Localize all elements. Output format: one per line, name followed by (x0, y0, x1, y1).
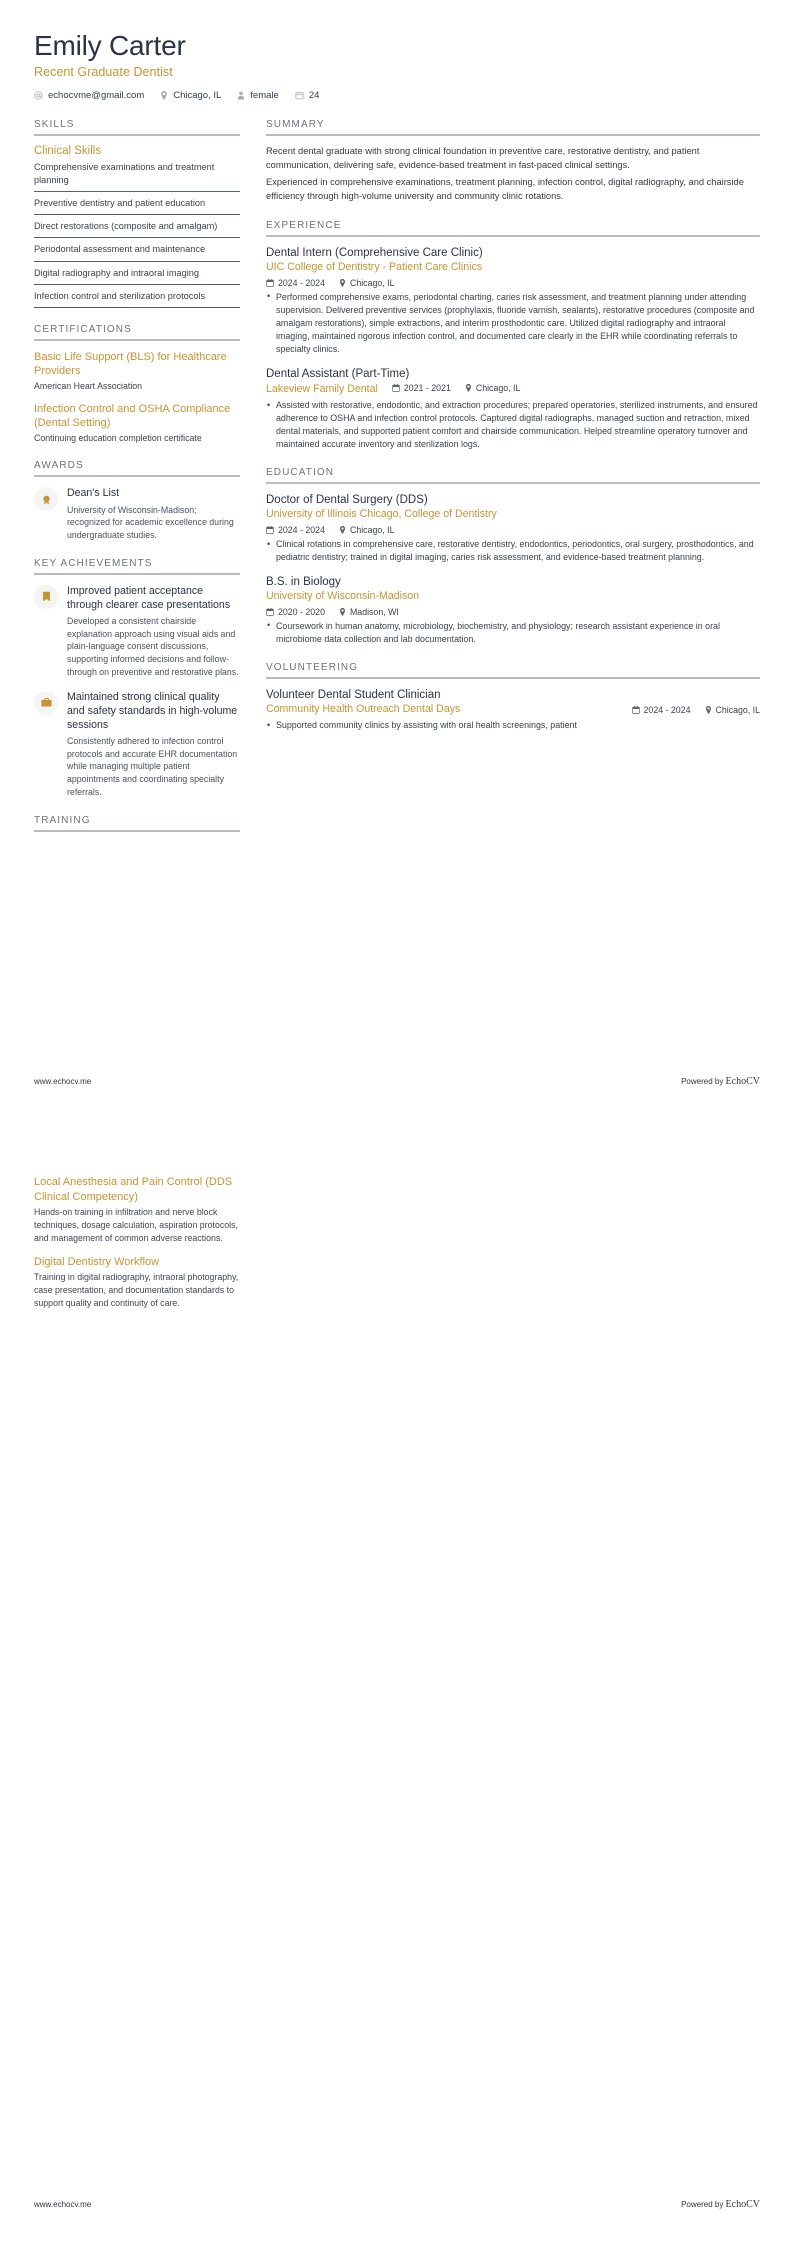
location-pin-icon (465, 384, 472, 392)
summary-paragraph: Recent dental graduate with strong clinical foundation in preventive care, restorative dentistry, and patient communication, delivering safe, evidence-based treatment in fast-paced clinical settings. (266, 146, 700, 171)
experience-organization: Lakeview Family Dental (266, 382, 378, 395)
award-title: Dean's List (67, 487, 120, 500)
experience-location-text: Chicago, IL (349, 277, 395, 288)
experience-entry (266, 367, 760, 452)
contact-gender-text: female (250, 90, 279, 102)
certification-name: Basic Life Support (BLS) for Healthcare Providers (34, 350, 227, 378)
page-footer (34, 2199, 760, 2210)
education-location (339, 525, 395, 535)
section-heading-training: TRAINING (34, 814, 91, 826)
certification-item (34, 350, 240, 393)
experience-dates (266, 278, 325, 288)
section-rule (34, 830, 240, 832)
section-heading-volunteering: VOLUNTEERING (266, 661, 359, 673)
contact-gender (237, 90, 279, 101)
volunteering-location-text: Chicago, IL (715, 704, 760, 715)
certification-org: American Heart Association (34, 380, 143, 391)
training-name: Local Anesthesia and Pain Control (DDS Clinical Competency) (34, 1176, 233, 1203)
award-desc: University of Wisconsin-Madison; recognized for academic excellence during undergraduate studies. (67, 504, 234, 541)
achievement-desc: Consistently adhered to infection control protocols and accurate EHR documentation while managing multiple patient appointments and coordinating specialty referrals. (67, 735, 238, 797)
summary-paragraph: Experienced in comprehensive examinations, treatment planning, infection control, digital radiography, and chairside efficiency through high-volume university and community clinic rotations. (266, 177, 744, 201)
calendar-icon (266, 608, 274, 616)
education-location (339, 607, 399, 617)
section-skills (34, 119, 240, 307)
experience-bullets (266, 399, 760, 451)
email-icon (34, 91, 43, 100)
bullet-item: • Clinical rotations in comprehensive care, restorative dentistry, endodontics, periodontics, oral surgery, prosthodontics, and pediatric dentistry; trained in digital imaging, caries risk assessment, and evidence-based treatment planning. (266, 538, 760, 564)
contact-age-text: 24 (308, 90, 320, 102)
skill-item: Infection control and sterilization protocols (34, 290, 240, 308)
briefcase-icon (34, 691, 58, 715)
education-dates-text: 2024 - 2024 (278, 525, 325, 536)
training-desc: Hands-on training in infiltration and nerve block techniques, dosage calculation, aspiration protocols, and management of common adverse reactions. (34, 1207, 238, 1243)
experience-role: Dental Intern (Comprehensive Care Clinic) (266, 246, 483, 259)
page-footer (34, 1076, 760, 1087)
contact-email-text: echocvme@gmail.com (48, 90, 145, 102)
volunteering-dates (632, 705, 691, 715)
section-training (34, 815, 240, 832)
certification-org: Continuing education completion certificate (34, 432, 202, 443)
skill-item: Direct restorations (composite and amalgam) (34, 220, 240, 238)
footer-brand (681, 1076, 760, 1087)
achievement-desc: Developed a consistent chairside explanation approach using visual aids and plain-language consent discussions, supporting informed decisions and follow-through on preventive and restorative plans. (67, 615, 239, 677)
bullet-item: • Assisted with restorative, endodontic, and extraction procedures; prepared operatories, sterilized instruments, and ensured adherence to OSHA and infection control protocols. Captured digital radiographs, managed suction and retraction, mixed dental materials, and supported patient comfort and chairside communication. Helped streamline operatory turnover and maintained accurate inventory and sterilization logs. (266, 399, 760, 451)
experience-role: Dental Assistant (Part-Time) (266, 367, 410, 380)
achievement-title: Improved patient acceptance through clearer case presentations (67, 584, 231, 611)
footer-powered-by-text: Powered by (681, 2200, 726, 2209)
skill-group-title: Clinical Skills (34, 145, 102, 158)
experience-dates-text: 2021 - 2021 (403, 382, 451, 393)
section-rule (266, 235, 760, 237)
location-pin-icon (339, 526, 346, 534)
volunteering-bullets (266, 719, 760, 732)
contact-location-text: Chicago, IL (173, 90, 222, 102)
experience-meta (392, 383, 520, 393)
location-pin-icon (160, 91, 168, 100)
skill-item: Comprehensive examinations and treatment planning (34, 161, 240, 192)
award-item (34, 486, 240, 541)
calendar-icon (266, 279, 274, 287)
calendar-icon (392, 384, 400, 392)
volunteering-organization: Community Health Outreach Dental Days (266, 702, 461, 715)
section-rule (266, 677, 760, 679)
experience-dates (392, 383, 451, 393)
section-rule (34, 475, 240, 477)
experience-org-meta-line (266, 383, 760, 397)
section-rule (34, 134, 240, 136)
experience-bullets (266, 291, 760, 356)
footer-website[interactable]: www.echocv.me (34, 1077, 92, 1086)
footer-powered-by-text: Powered by (681, 1077, 726, 1086)
training-name: Digital Dentistry Workflow (34, 1255, 160, 1268)
volunteering-meta (632, 688, 760, 715)
education-location-text: Chicago, IL (349, 525, 395, 536)
person-icon (237, 91, 245, 100)
section-awards (34, 460, 240, 541)
section-heading-awards: AWARDS (34, 460, 84, 472)
resume-header (34, 30, 760, 105)
education-institution: University of Illinois Chicago, College of Dentistry (266, 508, 497, 521)
section-rule (34, 339, 240, 341)
section-heading-experience: EXPERIENCE (266, 219, 342, 231)
skill-item: Digital radiography and intraoral imaging (34, 267, 240, 285)
education-meta (266, 525, 760, 535)
section-key-achievements (34, 558, 240, 799)
candidate-name: Emily Carter (34, 30, 186, 61)
sidebar-column (34, 119, 240, 847)
calendar-icon (266, 526, 274, 534)
section-rule (34, 573, 240, 575)
education-location-text: Madison, WI (349, 606, 399, 617)
calendar-icon (632, 706, 640, 714)
section-rule (266, 134, 760, 136)
footer-brand (681, 2199, 760, 2210)
candidate-job-title: Recent Graduate Dentist (34, 65, 173, 80)
certification-item (34, 402, 240, 445)
education-degree: Doctor of Dental Surgery (DDS) (266, 494, 428, 507)
section-training-continued (34, 1175, 240, 1309)
education-meta (266, 607, 760, 617)
volunteering-header (266, 688, 760, 717)
experience-meta (266, 278, 760, 288)
contact-location (160, 90, 221, 101)
contact-email[interactable] (34, 90, 144, 101)
education-dates (266, 525, 325, 535)
section-rule (266, 482, 760, 484)
volunteering-location (705, 705, 761, 715)
experience-dates-text: 2024 - 2024 (278, 277, 325, 288)
bullet-item: • Performed comprehensive exams, periodontal charting, caries risk assessment, and treatment planning under attending supervision. Delivered preventive services (prophylaxis, fluoride varnish, sealants), restorative procedures (composite and amalgam restorations), simple extractions, and interim prosthodontic care. Utilized digital radiography and intraoral imaging, maintained rigorous infection control, and documented care clearly in the EHR while coordinating referrals to specialty clinics. (266, 291, 760, 356)
section-summary (266, 119, 760, 204)
education-institution: University of Wisconsin-Madison (266, 589, 420, 602)
experience-location-text: Chicago, IL (475, 382, 521, 393)
location-pin-icon (705, 706, 712, 714)
two-column-body (34, 119, 760, 847)
skill-item: Preventive dentistry and patient education (34, 197, 240, 215)
section-heading-key-achievements: KEY ACHIEVEMENTS (34, 557, 153, 569)
volunteering-role: Volunteer Dental Student Clinician (266, 688, 441, 701)
contact-age (295, 90, 320, 101)
training-item (34, 1255, 240, 1310)
section-volunteering (266, 662, 760, 733)
section-experience (266, 220, 760, 451)
footer-website[interactable]: www.echocv.me (34, 2200, 92, 2209)
experience-location (339, 278, 395, 288)
experience-organization: UIC College of Dentistry - Patient Care Clinics (266, 260, 483, 273)
achievement-item (34, 584, 240, 679)
resume-page-2 (0, 1123, 794, 2246)
bookmark-flag-icon (34, 585, 58, 609)
main-column (266, 119, 760, 748)
training-item (34, 1175, 240, 1245)
footer-brand-name: EchoCV (725, 1076, 760, 1087)
education-bullets (266, 620, 760, 646)
education-entry (266, 575, 760, 646)
education-bullets (266, 538, 760, 564)
section-heading-education: EDUCATION (266, 467, 335, 479)
location-pin-icon (339, 279, 346, 287)
education-entry (266, 493, 760, 564)
section-heading-summary: SUMMARY (266, 119, 325, 131)
award-medal-icon (34, 487, 58, 511)
section-certifications (34, 324, 240, 445)
volunteering-entry (266, 688, 760, 733)
contact-row (34, 90, 760, 101)
achievement-title: Maintained strong clinical quality and safety standards in high-volume sessions (67, 690, 238, 731)
education-dates-text: 2020 - 2020 (278, 606, 325, 617)
experience-location (465, 383, 521, 393)
education-degree: B.S. in Biology (266, 576, 341, 589)
calendar-icon (295, 91, 304, 100)
skill-item: Periodontal assessment and maintenance (34, 243, 240, 261)
training-desc: Training in digital radiography, intraoral photography, case presentation, and documentation standards to support quality and continuity of care. (34, 1272, 239, 1308)
achievement-item (34, 690, 240, 799)
experience-entry (266, 246, 760, 356)
volunteering-dates-text: 2024 - 2024 (643, 704, 691, 715)
sidebar-column-page2 (34, 1175, 240, 1325)
footer-brand-name: EchoCV (725, 2199, 760, 2210)
section-education (266, 467, 760, 645)
section-heading-skills: SKILLS (34, 119, 75, 131)
bullet-item: • Supported community clinics by assisting with oral health screenings, patient (266, 719, 760, 732)
education-dates (266, 607, 325, 617)
section-heading-certifications: CERTIFICATIONS (34, 323, 132, 335)
location-pin-icon (339, 608, 346, 616)
certification-name: Infection Control and OSHA Compliance (Dental Setting) (34, 402, 231, 430)
bullet-item: • Coursework in human anatomy, microbiology, biochemistry, and physiology; research assistant experience in oral microbiome data collection and lab documentation. (266, 620, 760, 646)
